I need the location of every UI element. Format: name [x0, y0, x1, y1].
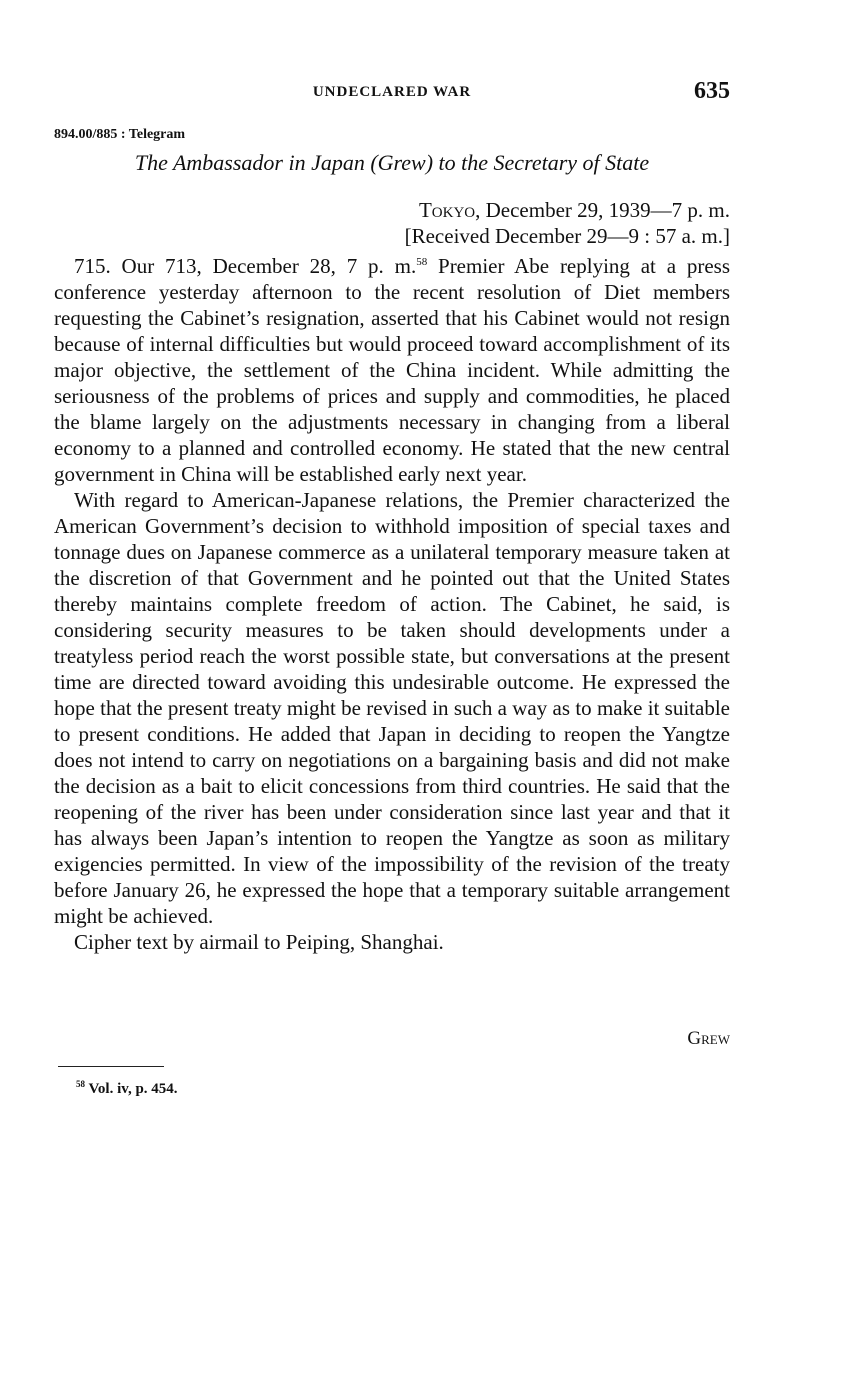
dateline-place: Tokyo — [418, 198, 476, 222]
dateline-date-time: , December 29, 1939—7 p. m. — [475, 198, 730, 222]
paragraph-1-text: Premier Abe replying at a press conference yesterday afternoon to the recent resolution of Diet members requesting the Cabinet’s resignation, asserted that his Cabinet would not resign because of internal difficulties but would proceed toward accomplishment of its major objective, the settlement of the China incident. While admitting the seriousness of the problems of prices and supply and commodities, he placed the blame largely on the adjustments necessary in changing from a liberal economy to a planned and controlled economy. He stated that the new central government in China will be established early next year. — [54, 254, 730, 486]
footnote — [76, 1081, 178, 1098]
file-reference: 894.00/885 : Telegram — [54, 127, 186, 142]
footnote-text: Vol. iv, p. 454. — [85, 1081, 178, 1097]
running-head — [54, 78, 730, 108]
document-heading: The Ambassador in Japan (Grew) to the Secretary of State — [134, 150, 650, 175]
dateline-received: [Received December 29—9 : 57 a. m.] — [404, 224, 730, 248]
telegram-body — [54, 253, 730, 955]
body-paragraph-1 — [54, 253, 730, 487]
body-paragraph-2: With regard to American-Japanese relations, the Premier characterized the American Government’s decision to withhold imposition of special taxes and tonnage dues on Japanese commerce as a unilateral temporary measure taken at the discretion of that Government and he pointed out that the United States thereby maintains complete freedom of action. The Cabinet, he said, is considering security measures to be taken should developments under a treatyless period reach the worst possible state, but conversations at the present time are directed toward avoiding this undesirable outcome. He expressed the hope that the present treaty might be revised in such a way as to make it suitable to present conditions. He added that Japan in deciding to reopen the Yangtze does not intend to carry on negotiations on a bargaining basis and did not make the decision as a bait to elicit concessions from third countries. He said that the reopening of the river has been under consideration since last year and that it has always been Japan’s intention to reopen the Yangtze as soon as military exigencies permitted. In view of the impossibility of the revision of the treaty before January 26, he expressed the hope that a temporary suitable arrangement might be achieved. — [54, 488, 730, 928]
footnote-divider — [58, 1066, 164, 1067]
footnote-marker: 58 — [76, 1079, 85, 1089]
page-number: 635 — [694, 78, 730, 104]
paragraph-1-opening: 715. Our 713, December 28, 7 p. m. — [74, 254, 417, 278]
dateline — [405, 197, 730, 249]
running-title: UNDECLARED WAR — [312, 84, 472, 100]
footnote-reference: 58 — [416, 256, 428, 268]
dateline-sent — [405, 197, 730, 223]
signature: Grew — [687, 1028, 730, 1049]
body-paragraph-3: Cipher text by airmail to Peiping, Shanghai. — [74, 930, 444, 954]
